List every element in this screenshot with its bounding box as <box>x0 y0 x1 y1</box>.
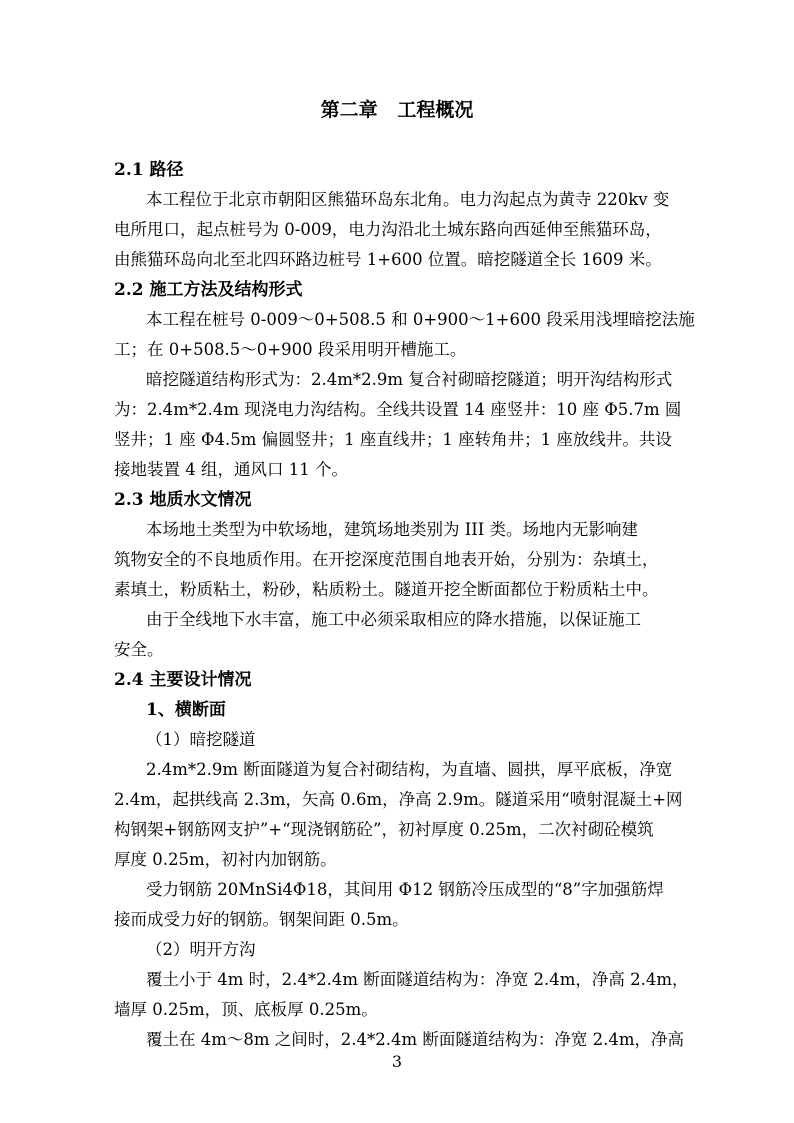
paragraph-line: 本工程在桩号 0-009～0+508.5 和 0+900～1+600 段采用浅埋暗挖法施 <box>146 310 695 329</box>
page-number: 3 <box>391 1052 403 1071</box>
paragraph-line: 构钢架+钢筋网支护”+“现浇钢筋砼”，初衬厚度 0.25m，二次衬砌砼模筑 <box>114 820 654 839</box>
chapter-title: 第二章 工程概况 <box>320 99 474 121</box>
paragraph-line: 本场地土类型为中软场地，建筑场地类别为 III 类。场地内无影响建 <box>146 520 639 539</box>
paragraph-line: 素填土，粉质粘土，粉砂，粘质粉土。隧道开挖全断面都位于粉质粘土中。 <box>114 580 659 599</box>
paragraph-line: 暗挖隧道结构形式为：2.4m*2.9m 复合衬砌暗挖隧道；明开沟结构形式 <box>146 370 673 389</box>
section-heading-2-1: 2.1 路径 <box>114 160 184 180</box>
paragraph-line: 安全。 <box>114 640 164 659</box>
paragraph-line: 电所甩口，起点桩号为 0-009，电力沟沿北土城东路向西延伸至熊猫环岛， <box>114 220 662 239</box>
paragraph-line: 覆土小于 4m 时，2.4*2.4m 断面隧道结构为：净宽 2.4m，净高 2.4m， <box>146 970 689 989</box>
subheading-open-trench: （2）明开方沟 <box>146 940 256 959</box>
paragraph-line: 由于全线地下水丰富，施工中必须采取相应的降水措施，以保证施工 <box>146 610 641 629</box>
paragraph-line: 覆土在 4m～8m 之间时，2.4*2.4m 断面隧道结构为：净宽 2.4m，净高 <box>146 1030 685 1049</box>
paragraph-line: 受力钢筋 20MnSi4Φ18，其间用 Φ12 钢筋冷压成型的“8”字加强筋焊 <box>146 880 664 899</box>
paragraph-line: 工；在 0+508.5～0+900 段采用明开槽施工。 <box>114 340 467 359</box>
paragraph-line: 由熊猫环岛向北至北四环路边桩号 1+600 位置。暗挖隧道全长 1609 米。 <box>114 250 662 269</box>
paragraph-line: 接地装置 4 组，通风口 11 个。 <box>114 460 348 479</box>
paragraph-line: 接而成受力好的钢筋。钢架间距 0.5m。 <box>114 910 409 929</box>
paragraph-line: 2.4m*2.9m 断面隧道为复合衬砌结构，为直墙、圆拱，厚平底板，净宽 <box>146 760 673 779</box>
paragraph-line: 竖井；1 座 Φ4.5m 偏圆竖井；1 座直线井；1 座转角井；1 座放线井。共设 <box>114 430 672 449</box>
paragraph-line: 墙厚 0.25m，顶、底板厚 0.25m。 <box>114 1000 378 1019</box>
paragraph-line: 本工程位于北京市朝阳区熊猫环岛东北角。电力沟起点为黄寺 220kv 变 <box>146 190 670 209</box>
section-heading-2-4: 2.4 主要设计情况 <box>114 670 252 690</box>
paragraph-line: 厚度 0.25m，初衬内加钢筋。 <box>114 850 337 869</box>
section-heading-2-3: 2.3 地质水文情况 <box>114 490 252 510</box>
paragraph-line: 2.4m，起拱线高 2.3m，矢高 0.6m，净高 2.9m。隧道采用“喷射混凝土+网 <box>114 790 683 809</box>
section-heading-2-2: 2.2 施工方法及结构形式 <box>114 280 303 300</box>
paragraph-line: 筑物安全的不良地质作用。在开挖深度范围自地表开始，分别为：杂填土， <box>114 550 659 569</box>
subheading-tunnel: （1）暗挖隧道 <box>146 730 256 749</box>
paragraph-line: 为：2.4m*2.4m 现浇电力沟结构。全线共设置 14 座竖井：10 座 Φ5.7m 圆 <box>114 400 682 419</box>
subheading-cross-section: 1、横断面 <box>146 700 226 720</box>
